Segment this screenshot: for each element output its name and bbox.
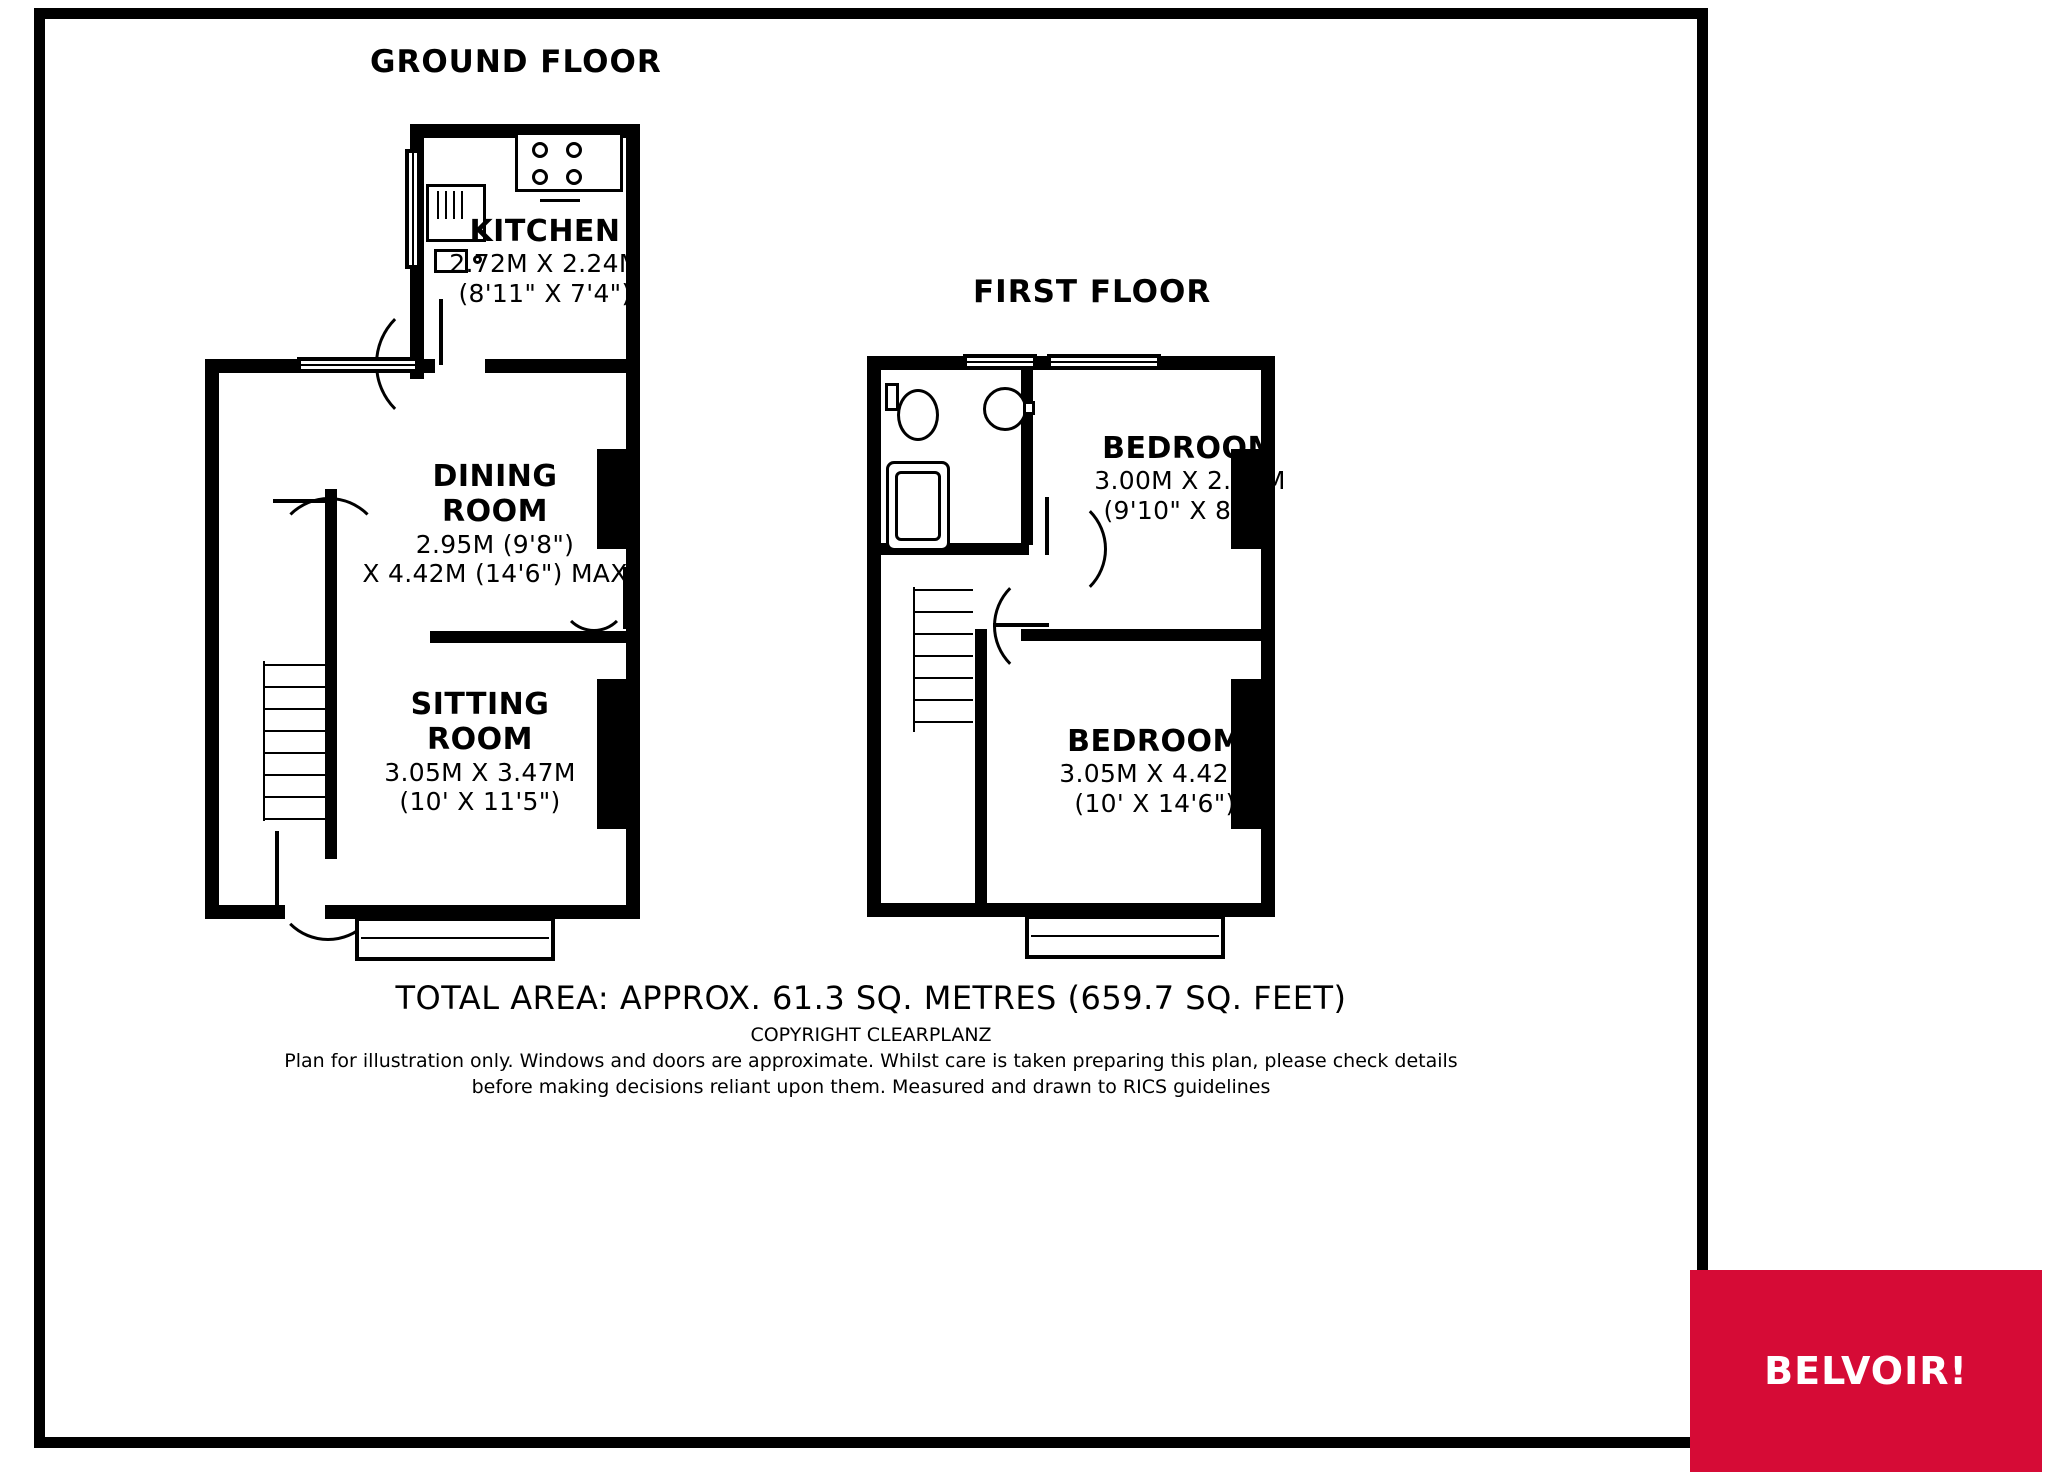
belvoir-brand-label: BELVOIR! [1764,1349,1968,1393]
kitchen-name: KITCHEN [469,214,621,249]
kitchen-dim-metric: 2.72M X 2.24M [449,249,641,279]
ff-partition-stair-right [975,629,987,909]
ground-floor-title: GROUND FLOOR [370,44,662,80]
disclaimer-line-1: Plan for illustration only. Windows and doors are approximate. Whilst care is taken preparing this plan, please check details [284,1050,1458,1072]
bedroom-2-name: BEDROOM [1067,724,1243,759]
bedroom-2-label [1010,724,1300,818]
disclaimer-line-2: before making decisions reliant upon them. Measured and drawn to RICS guidelines [471,1075,1271,1098]
bedroom-1-dim-imperial: (9'10" X 8'5") [1103,495,1277,525]
dining-room-name-line2: ROOM [442,494,548,530]
ff-bedroom2-door-leaf [993,623,1049,627]
partition-dining-sitting [430,631,626,643]
bedroom-2-dim-imperial: (10' X 14'6") [1074,788,1236,818]
dining-window-top-mullion [297,364,419,366]
bedroom-2-dim-metric: 3.05M X 4.42M [1059,759,1251,789]
wc-fixture [897,389,939,441]
basin-tap [1023,401,1035,415]
total-area-text: TOTAL AREA: APPROX. 61.3 SQ. METRES (659.7 SQ. FEET) [395,979,1347,1017]
ff-wall-top-left [867,356,967,370]
sitting-bay-window-mullion [361,937,549,939]
copyright-text: COPYRIGHT CLEARPLANZ [750,1024,992,1046]
sitting-room-dim-metric: 3.05M X 3.47M [384,757,576,787]
hob-ring-1 [532,142,548,158]
dining-room-dim-line1: 2.95M (9'8") [415,529,575,559]
hob-controls [540,199,580,202]
hob-ring-4 [566,169,582,185]
house-wall-top-to-kitchen [485,359,640,373]
ff-wall-left [867,356,881,916]
ff-bay-window-mullion [1031,935,1219,937]
ff-wall-bottom-left [867,903,987,917]
bedroom-1-dim-metric: 3.00M X 2.57M [1094,466,1286,496]
disclaimer-text [45,1049,1697,1100]
dining-room-label [315,459,675,589]
hob-ring-3 [532,169,548,185]
ff-window-right-mullion [1047,361,1161,363]
sitting-bay-window [355,917,555,961]
house-wall-top-left [205,359,305,373]
dining-room-name-line1: DINING [432,459,558,494]
ff-wall-top-right [1157,356,1275,370]
kitchen-dim-imperial: (8'11" X 7'4") [458,278,632,308]
kitchen-door-leaf [439,299,443,365]
front-door-leaf [275,831,279,907]
bedroom-1-label [1045,431,1335,525]
house-wall-left [205,359,219,919]
belvoir-brand-badge [1690,1270,2042,1472]
first-floor-title: FIRST FLOOR [973,274,1212,310]
wc-cistern [885,383,899,411]
sitting-room-name-line1: SITTING [410,687,550,722]
ff-window-left-mullion [963,361,1037,363]
basin-fixture [983,387,1027,431]
floorplan-sheet [34,8,1708,1448]
dining-room-dim-line2: X 4.42M (14'6") MAX [362,559,628,589]
hob-ring-2 [566,142,582,158]
sitting-room-name-line2: ROOM [427,722,533,758]
kitchen-label [370,214,720,308]
sitting-room-dim-imperial: (10' X 11'5") [399,787,561,817]
bath-inner [895,471,941,541]
ff-bay-window [1025,915,1225,959]
bedroom-1-name: BEDROOM [1102,431,1278,466]
house-wall-bottom-left [205,905,285,919]
sitting-room-label [315,687,645,817]
